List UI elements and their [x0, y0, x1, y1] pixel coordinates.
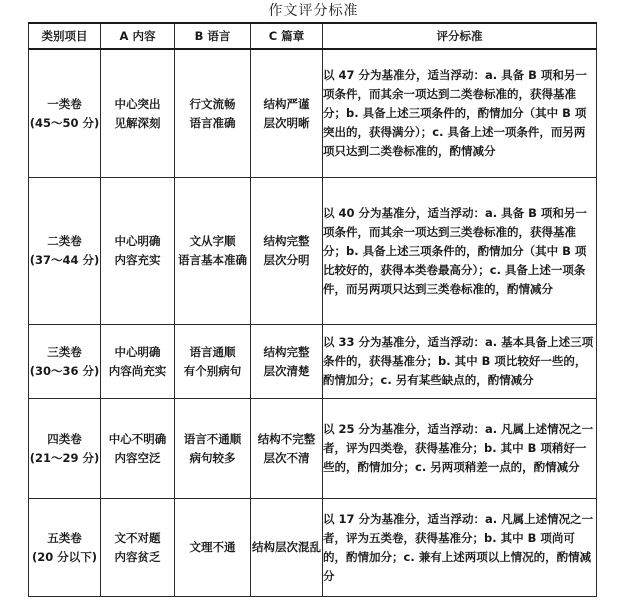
header-content: A 内容 [101, 23, 175, 49]
language-line: 语言基本准确 [178, 253, 247, 267]
content-line: 内容充实 [114, 253, 161, 267]
language-cell [175, 499, 251, 597]
category-cell [29, 49, 101, 178]
header-structure: C 篇章 [251, 23, 323, 49]
category-name: 五类卷 [47, 530, 82, 545]
content-line: 中心明确 [114, 234, 161, 248]
standard-cell: 以 47 分为基准分，适当浮动：a. 具备 B 项和另一项条件，而其余一项达到二类卷标准的，获得基准分；b. 具备上述三项条件的，酌情加分（其中 B 项突出的，获得满分）；c. 具备上述一项条件，而另两项只达到二类卷标准的，酌情减分 [323, 49, 597, 178]
category-cell [29, 325, 101, 399]
language-cell [175, 399, 251, 499]
category-cell [29, 499, 101, 597]
category-range: (21～29 分) [29, 450, 100, 465]
table-row [29, 399, 597, 499]
language-line: 语言通顺 [189, 344, 236, 359]
header-language: B 语言 [175, 23, 251, 49]
language-line: 文从字顺 [189, 234, 236, 248]
content-cell [101, 399, 175, 499]
content-line: 中心明确 [114, 344, 161, 359]
table-row [29, 325, 597, 399]
structure-line: 层次分明 [263, 253, 310, 267]
language-cell [175, 178, 251, 325]
language-cell [175, 49, 251, 178]
table-row [29, 49, 597, 178]
content-cell [101, 499, 175, 597]
structure-line: 结构严谨 [263, 96, 310, 111]
structure-cell [251, 49, 323, 178]
table-row [29, 499, 597, 597]
category-name: 二类卷 [47, 234, 82, 248]
language-line: 行文流畅 [189, 96, 236, 111]
structure-cell [251, 499, 323, 597]
content-line: 中心突出 [114, 96, 161, 111]
structure-cell [251, 399, 323, 499]
standard-cell: 以 25 分为基准分，适当浮动：a. 凡属上述情况之一者，评为四类卷，获得基准分；b. 其中 B 项稍好一些的，酌情加分；c. 另两项稍差一点的，酌情减分 [323, 399, 597, 499]
header-standard: 评分标准 [323, 23, 597, 49]
language-line: 有个别病句 [183, 363, 242, 378]
category-cell [29, 399, 101, 499]
language-cell [175, 325, 251, 399]
page-title: 作文评分标准 [268, 3, 359, 19]
content-line: 文不对题 [114, 530, 161, 545]
structure-cell [251, 178, 323, 325]
structure-cell [251, 325, 323, 399]
category-range: (30～36 分) [29, 363, 100, 378]
language-line: 语言准确 [189, 115, 236, 130]
structure-line: 结构不完整 [257, 431, 316, 446]
category-cell [29, 178, 101, 325]
standard-cell: 以 33 分为基准分，适当浮动：a. 基本具备上述三项条件的，获得基准分；b. 其中 B 项比较好一些的，酌情加分；c. 另有某些缺点的，酌情减分 [323, 325, 597, 399]
structure-line: 层次明晰 [263, 115, 310, 130]
scoring-table [28, 22, 597, 597]
category-name: 三类卷 [47, 344, 82, 359]
category-range: (37～44 分) [29, 253, 100, 267]
standard-cell: 以 17 分为基准分，适当浮动：a. 凡属上述情况之一者，评为五类卷，获得基准分；b. 其中 B 项尚可的，酌情加分；c. 兼有上述两项以上情况的，酌情减分 [323, 499, 597, 597]
table-header-row [29, 23, 597, 49]
structure-line: 结构完整 [263, 344, 310, 359]
language-line: 文理不通 [189, 540, 236, 554]
content-line: 内容尚充实 [108, 363, 167, 378]
content-line: 内容贫乏 [114, 549, 161, 564]
structure-line: 结构完整 [263, 234, 310, 248]
content-cell [101, 325, 175, 399]
language-line: 语言不通顺 [183, 431, 242, 446]
category-range: (20 分以下) [31, 549, 98, 564]
structure-line: 层次清楚 [263, 363, 310, 378]
header-category: 类别项目 [29, 23, 101, 49]
content-line: 见解深刻 [114, 115, 161, 130]
language-line: 病句较多 [189, 450, 236, 465]
content-cell [101, 49, 175, 178]
category-range: (45～50 分) [29, 115, 100, 130]
table-row [29, 178, 597, 325]
category-name: 一类卷 [47, 96, 82, 111]
content-line: 中心不明确 [108, 431, 167, 446]
structure-line: 层次不清 [263, 450, 310, 465]
category-name: 四类卷 [47, 431, 82, 446]
content-line: 内容空泛 [114, 450, 161, 465]
standard-cell: 以 40 分为基准分，适当浮动：a. 具备 B 项和另一项条件，而其余一项达到三类卷标准的，获得基准分；b. 具备上述三项条件的，酌情加分（其中 B 项比较好的，获得本类卷最高分）；c. 具备上述一项条件，而另两项只达到三类卷标准的，酌情减分 [323, 178, 597, 325]
structure-line: 结构层次混乱 [252, 540, 321, 554]
content-cell [101, 178, 175, 325]
